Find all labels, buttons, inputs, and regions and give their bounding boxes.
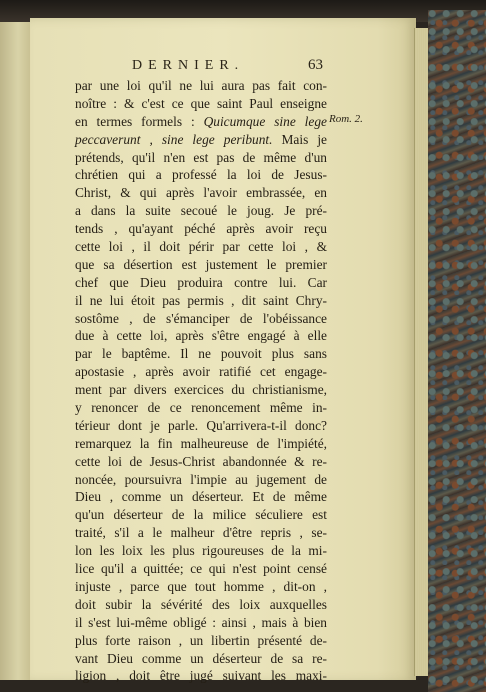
italic-text: peccaverunt , sine lege peribunt. (75, 131, 273, 147)
text-span: il ne lui étoit pas permis , dit saint Chry- (75, 292, 327, 308)
text-span: remarquez la fin malheureuse de l'impiété, (75, 435, 327, 451)
text-line (75, 327, 327, 345)
text-span: que sa désertion est justement le premier (75, 256, 327, 272)
margin-reference: Rom. 2. (329, 113, 363, 125)
text-line (75, 149, 327, 167)
running-head: DERNIER. (132, 58, 245, 73)
text-span: apostasie , après avoir ratifié cet engage- (75, 364, 327, 380)
text-line (75, 667, 327, 685)
text-span: par le baptême. Il ne pouvoit plus sans (75, 346, 327, 362)
text-line (75, 488, 327, 506)
page-number: 63 (308, 57, 323, 73)
text-line (75, 614, 327, 632)
text-span: Dieu , comme un déserteur. Et de même (75, 489, 327, 505)
text-span: noître : & c'est ce que saint Paul enseigne (75, 95, 327, 111)
text-line (75, 632, 327, 650)
text-line (75, 578, 327, 596)
text-span: ligion , doit être jugé suivant les maxi- (75, 668, 327, 684)
text-line (75, 345, 327, 363)
text-span: cette loi , il doit périr par cette loi , & (75, 239, 327, 255)
text-line (75, 238, 327, 256)
text-line (75, 542, 327, 560)
text-span: lon les loix les plus rigoureuses de la mi- (75, 543, 327, 559)
text-line (75, 399, 327, 417)
text-span: en termes formels : (75, 113, 204, 129)
text-span: doit subir la sévérité des loix auxquelles (75, 596, 327, 612)
text-span: ment par divers exercices du christianisme, (75, 382, 327, 398)
text-line (75, 256, 327, 274)
text-span: il s'est lui-même obligé : ainsi , mais à bien (75, 614, 327, 630)
text-span: plus forte raison , un libertin présenté de- (75, 632, 327, 648)
text-line (75, 650, 327, 668)
text-span: traité, s'il a le malheur d'être repris , se- (75, 525, 327, 541)
text-line (75, 381, 327, 399)
text-line (75, 77, 327, 95)
text-line (75, 131, 327, 149)
text-span: Mais je (272, 131, 328, 147)
text-span: par une loi qu'il ne lui aura pas fait con- (75, 78, 327, 93)
text-span: sostôme , de s'émanciper de l'obéissance (75, 310, 327, 326)
text-line (75, 113, 327, 131)
text-line (75, 524, 327, 542)
text-span: vant Dieu comme un déserteur de sa re- (75, 650, 327, 666)
text-span: a dans la suite secoué le joug. Je pré- (75, 203, 327, 219)
text-line (75, 560, 327, 578)
text-span: tends , qu'ayant péché après avoir reçu (75, 221, 327, 237)
marbled-cover (428, 10, 486, 692)
text-span: Christ, & qui après l'avoir embrassée, en (75, 185, 327, 201)
text-span: injuste , parce que tout homme , dit-on , (75, 578, 327, 594)
text-line (75, 274, 327, 292)
text-line (75, 363, 327, 381)
text-span: due à cette loi, après s'être engagé à elle (75, 328, 327, 344)
italic-text: Quicumque sine lege (203, 113, 327, 129)
text-line (75, 166, 327, 184)
text-line (75, 202, 327, 220)
text-line (75, 506, 327, 524)
text-line (75, 417, 327, 435)
page-stack-edge (414, 28, 429, 676)
text-line (75, 435, 327, 453)
text-line (75, 453, 327, 471)
text-span: lice qu'il a quittée; ce qui n'est point censé (75, 561, 327, 577)
text-line (75, 310, 327, 328)
text-span: qu'un déserteur de la milice séculiere est (75, 507, 327, 523)
text-span: cette loi de Jesus-Christ abandonnée & re- (75, 453, 327, 469)
text-span: térieur dont je parle. Qu'arrivera-t-il donc? (75, 417, 327, 433)
body-text (75, 77, 327, 685)
text-span: noncée, poursuivra l'impie au jugement de (75, 471, 327, 487)
text-line (75, 596, 327, 614)
text-span: chrétien qui a professé la loi de Jesus- (75, 167, 327, 183)
facing-page-edge (0, 22, 31, 682)
text-line (75, 184, 327, 202)
text-line (75, 292, 327, 310)
text-span: y renoncer de ce renoncement même in- (75, 400, 327, 416)
text-span: prétends, qu'il n'en est pas de même d'un (75, 149, 327, 165)
text-span: chef que Dieu produira contre lui. Car (75, 274, 327, 290)
text-line (75, 471, 327, 489)
text-line (75, 220, 327, 238)
text-line (75, 95, 327, 113)
